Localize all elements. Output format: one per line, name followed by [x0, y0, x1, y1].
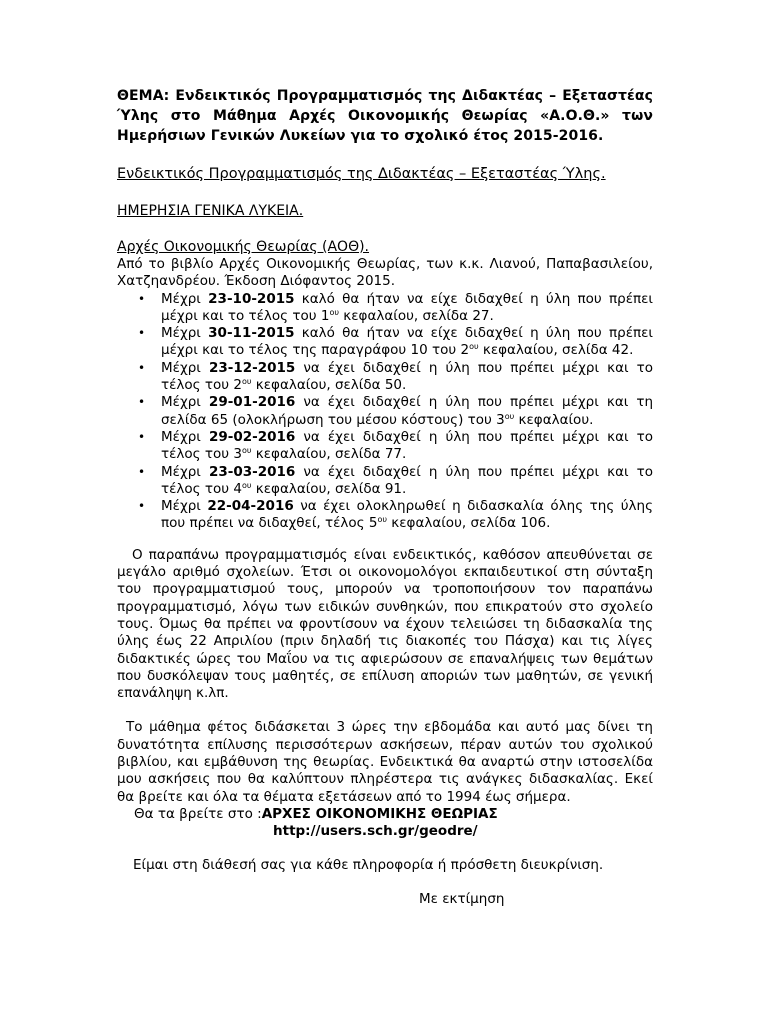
- availability-text: Είμαι στη διάθεσή σας για κάθε πληροφορία ή πρόσθετη διευκρίνιση.: [133, 856, 604, 873]
- notes-paragraph: Ο παραπάνω προγραμματισμός είναι ενδεικτικός, καθόσον απευθύνεται σε μεγάλο αριθμό σχολείων. Έτσι οι οικονομολόγοι εκπαιδευτικοί στη σύνταξη του προγραμματισμού τους, μπορούν να τροποποιήσουν τον παραπάνω προγραμματισμό, λόγω των ειδικών συνθηκών, που επικρατούν στο σχολείο τους. Όμως θα πρέπει να φροντίσουν να έχουν τελειώσει τη διδασκαλία της ύλης έως 22 Απριλίου (πριν δηλαδή τις διακοπές του Πάσχα) και τις λίγες διδακτικές ώρες του Μαΐου να τις αφιερώσουν σε επαναλήψεις των θεμάτων που δυσκόλεψαν τους μαθητές, σε επίλυση αποριών των μαθητών, σε γενική επανάληψη κ.λπ.: [117, 546, 653, 702]
- deadline-date: 22-04-2016: [207, 498, 294, 515]
- bullet-icon: •: [138, 499, 146, 514]
- site-url-link[interactable]: http://users.sch.gr/geodre/: [273, 822, 478, 839]
- closing-text: Με εκτίμηση: [419, 890, 505, 907]
- list-item: • Μέχρι 29-02-2016 να έχει διδαχθεί η ύλη που πρέπει μέχρι και το τέλος του $3^{o\upsilon}$ κεφαλαίου, σελίδα 77.: [138, 428, 654, 463]
- deadline-date: 29-02-2016: [208, 428, 296, 445]
- site-name: ΑΡΧΕΣ ΟΙΚΟΝΟΜΙΚΗΣ ΘΕΩΡΙΑΣ: [261, 805, 498, 822]
- document-subtitle: Ενδεικτικός Προγραμματισμός της Διδακτέας – Εξεταστέας Ύλης.: [117, 166, 606, 182]
- intro-text: Από το βιβλίο Αρχές Οικονομικής Θεωρίας, των κ.κ. Λιανού, Παπαβασιλείου, Χατζηανδρέου. Έκδοση Διόφαντος 2015.: [117, 256, 653, 290]
- document-title: ΘΕΜΑ: Ενδεικτικός Προγραμματισμός της Διδακτέας – Εξεταστέας Ύλης στο Μάθημα Αρχές Οικονομικής Θεωρίας «Α.Ο.Θ.» των Ημερήσιων Γενικών Λυκείων για το σχολικό έτος 2015-2016.: [117, 88, 653, 144]
- list-item: • Μέχρι 23-10-2015 καλό θα ήταν να είχε διδαχθεί η ύλη που πρέπει μέχρι και το τέλος του $1^{o\upsilon}$ κεφαλαίου, σελίδα 27.: [138, 290, 653, 324]
- bullet-icon: •: [138, 291, 146, 306]
- bullet-icon: •: [138, 326, 146, 341]
- list-item: • Μέχρι 23-12-2015 να έχει διδαχθεί η ύλη που πρέπει μέχρι και το τέλος του $2^{o\upsilon}$ κεφαλαίου, σελίδα 50.: [138, 359, 654, 394]
- website-paragraph: Το μάθημα φέτος διδάσκεται 3 ώρες την εβδομάδα και αυτό μας δίνει τη δυνατότητα επίλυσης περισσότερων ασκήσεων, πέραν αυτών του σχολικού βιβλίου, και εμβάθυνση της θεωρίας. Ενδεικτικά θα αναρτώ στην ιστοσελίδα μου ασκήσεις που θα καλύπτουν πληρέστερα τις ανάγκες διδασκαλίας. Εκεί θα βρείτε και όλα τα θέματα εξετάσεων από το 1994 έως σήμερα.: [117, 719, 653, 805]
- list-item: • Μέχρι 22-04-2016 να έχει ολοκληρωθεί η διδασκαλία όλης της ύλης που πρέπει να διδαχθεί, τέλος $5^{o\upsilon}$ κεφαλαίου, σελίδα 106.: [138, 498, 654, 532]
- deadline-date: 23-10-2015: [208, 290, 295, 307]
- bullet-icon: •: [138, 360, 146, 375]
- schedule-list: [117, 291, 653, 533]
- bullet-icon: •: [138, 429, 146, 444]
- section-heading: ΗΜΕΡΗΣΙΑ ΓΕΝΙΚΑ ΛΥΚΕΙΑ.: [117, 203, 304, 219]
- website-reference: [117, 806, 653, 823]
- deadline-date: 23-03-2016: [208, 463, 296, 480]
- bullet-icon: •: [138, 395, 146, 410]
- document-page: [117, 86, 653, 908]
- bullet-icon: •: [138, 464, 146, 479]
- deadline-date: 29-01-2016: [208, 394, 296, 411]
- deadline-date: 30-11-2015: [208, 325, 295, 342]
- list-item: • Μέχρι 23-03-2016 να έχει διδαχθεί η ύλη που πρέπει μέχρι και το τέλος του $4^{o\upsilon}$ κεφαλαίου, σελίδα 91.: [138, 463, 654, 497]
- find-label: Θα τα βρείτε στο :: [134, 805, 262, 822]
- deadline-date: 23-12-2015: [208, 359, 296, 376]
- list-item: • Μέχρι 30-11-2015 καλό θα ήταν να είχε διδαχθεί η ύλη που πρέπει μέχρι και το τέλος της παραγράφου 10 του $2^{o\upsilon}$ κεφαλαίου, σελίδα 42.: [138, 325, 653, 359]
- subject-heading: Αρχές Οικονομικής Θεωρίας (ΑΟΘ).: [117, 239, 369, 255]
- list-item: • Μέχρι 29-01-2016 να έχει διδαχθεί η ύλη που πρέπει μέχρι και τη σελίδα 65 (ολοκλήρωση του μέσου κόστους) του $3^{o\upsilon}$ κεφαλαίου.: [138, 394, 654, 428]
